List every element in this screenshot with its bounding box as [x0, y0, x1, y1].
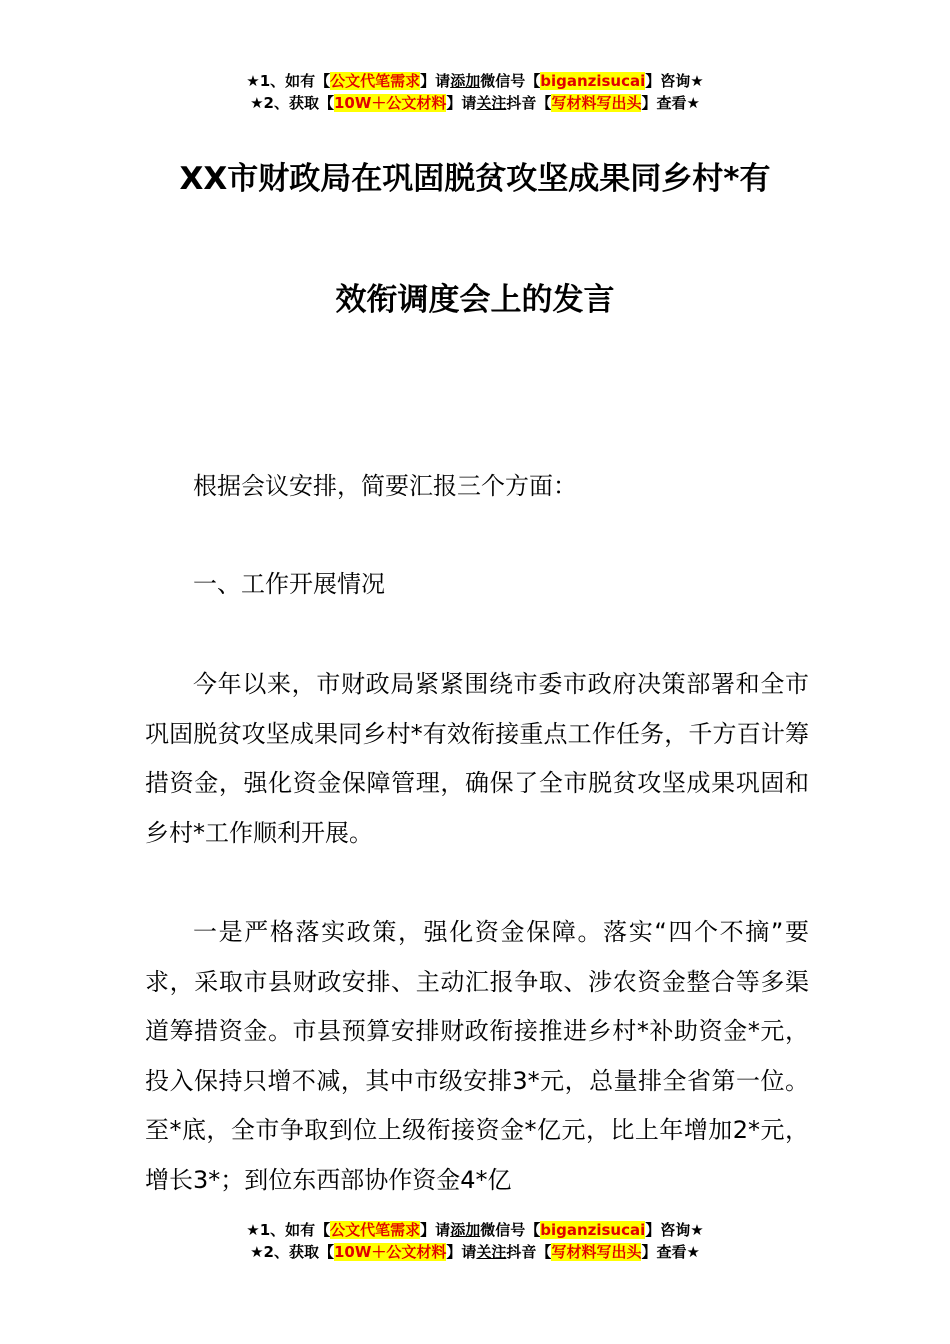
document-title-line-2: 效衔调度会上的发言 — [335, 282, 615, 318]
body-paragraph-1: 今年以来，市财政局紧紧围绕市委市政府决策部署和全市巩固脱贫攻坚成果同乡村*有效衔接重点工作任务，千方百计筹措资金，强化资金保障管理，确保了全市脱贫攻坚成果巩固和乡村*工作顺利开展。 — [145, 670, 809, 847]
banner-text: 】请 — [420, 72, 451, 90]
banner-text: 抖音【 — [506, 94, 552, 112]
banner-line-2 — [0, 1241, 950, 1263]
banner-text: 抖音【 — [506, 1243, 552, 1261]
section-heading: 一、工作开展情况 — [193, 570, 385, 598]
intro-paragraph: 根据会议安排，简要汇报三个方面： — [193, 472, 577, 500]
banner-highlight: 公文代笔需求 — [330, 1221, 421, 1239]
banner-text: 】请 — [446, 1243, 477, 1261]
banner-highlight: 写材料写出头 — [551, 1243, 642, 1261]
banner-text: 】咨询★ — [645, 72, 704, 90]
banner-line-2 — [0, 92, 950, 114]
banner-text: 】请 — [420, 1221, 451, 1239]
banner-text: 】查看★ — [641, 94, 700, 112]
banner-underline: 关注 — [476, 1243, 507, 1261]
banner-text: 】咨询★ — [645, 1221, 704, 1239]
banner-text: ★2、获取【 — [250, 94, 334, 112]
banner-text: 】查看★ — [641, 1243, 700, 1261]
banner-text: ★1、如有【 — [246, 72, 331, 90]
banner-highlight: biganzisucai — [540, 1221, 646, 1239]
body-paragraph-2: 一是严格落实政策，强化资金保障。落实“四个不摘”要求，采取市县财政安排、主动汇报争取、涉农资金整合等多渠道筹措资金。市县预算安排财政衔接推进乡村*补助资金*元，投入保持只增不减，其中市级安排3*元，总量排全省第一位。至*底，全市争取到位上级衔接资金*亿元，比上年增加2*元，增长3*；到位东西部协作资金4*亿 — [145, 918, 809, 1194]
banner-highlight: 10W＋公文材料 — [333, 1243, 447, 1261]
banner-underline: 关注 — [476, 94, 507, 112]
top-banner — [0, 70, 950, 114]
banner-text: ★1、如有【 — [246, 1221, 331, 1239]
banner-underline: 添加 — [450, 72, 481, 90]
banner-highlight: 公文代笔需求 — [330, 72, 421, 90]
banner-highlight: 10W＋公文材料 — [333, 94, 447, 112]
banner-text: 】请 — [446, 94, 477, 112]
banner-underline: 添加 — [450, 1221, 481, 1239]
banner-text: 微信号【 — [480, 1221, 541, 1239]
document-title-line-1: XX市财政局在巩固脱贫攻坚成果同乡村*有 — [179, 161, 771, 197]
banner-line-1 — [0, 1219, 950, 1241]
banner-line-1 — [0, 70, 950, 92]
bottom-banner — [0, 1219, 950, 1263]
banner-highlight: 写材料写出头 — [551, 94, 642, 112]
banner-text: ★2、获取【 — [250, 1243, 334, 1261]
banner-text: 微信号【 — [480, 72, 541, 90]
banner-highlight: biganzisucai — [540, 72, 646, 90]
